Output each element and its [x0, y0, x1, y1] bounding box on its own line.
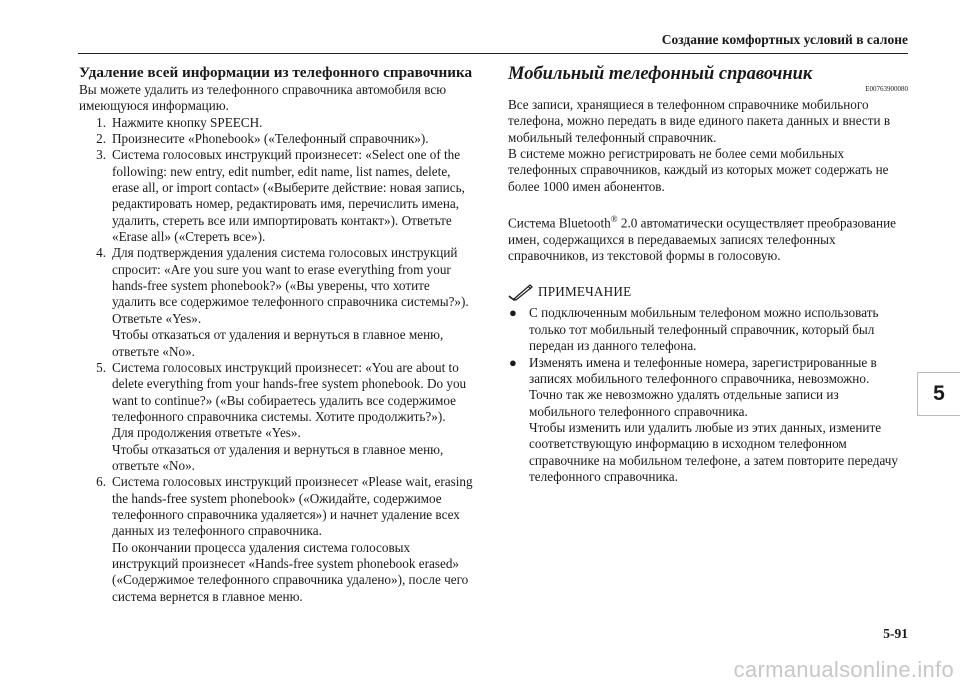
step-text: Система голосовых инструкций произнесет: «You are about to delete everything from your hands-free system phonebook. Do you want to continue?» («Вы собираетесь удалить все содержимое телефонного справочника системы. Хотите продолжить?»).	[112, 359, 467, 424]
header-divider	[78, 53, 908, 54]
step-text: Система голосовых инструкций произнесет: «Select one of the following: new entry, edit number, edit name, list names, delete, erase all, or import contact» («Выберите действие: новая запись, редактировать номер, редактировать имя, перечислить имена, удалить, стереть все или импортировать контакт»). Ответьте «Erase all» («Стереть все»).	[112, 147, 465, 245]
right-column	[508, 64, 908, 485]
note-header	[508, 283, 908, 301]
watermark: carmanualsonline.info	[733, 657, 954, 682]
steps-list	[79, 115, 476, 605]
bullet-dot-icon: ●	[509, 305, 517, 321]
step-number: 6.	[96, 474, 106, 490]
step-text: Для подтверждения удаления система голосовых инструкций спросит: «Are you sure you want to erase everything from your hands-free system phonebook?» («Вы уверены, что хотите удалить все содержимое телефонного справочника системы?»). Ответьте «Yes».	[112, 245, 469, 326]
step-item	[79, 360, 476, 474]
bullet-text: Чтобы изменить или удалить любые из этих данных, измените соответствующую информацию в исходном телефонном справочнике на мобильном телефоне, а затем повторите передачу телефонного справочника.	[529, 419, 898, 484]
bullet-text: Изменять имена и телефонные номера, зарегистрированные в записях мобильного телефонного справочника, невозможно.	[529, 354, 877, 386]
step-text: Произнесите «Phonebook» («Телефонный справочник»).	[112, 131, 429, 147]
registered-mark: ®	[610, 214, 618, 225]
step-item	[79, 245, 476, 359]
left-column	[79, 64, 476, 605]
paragraph-limit: В системе можно регистрировать не более семи мобильных телефонных справочников, каждый из которых может содержать не более 1000 имен абонентов.	[508, 146, 889, 194]
chapter-tab: 5	[918, 373, 960, 415]
step-text: Чтобы отказаться от удаления и вернуться в главное меню, ответьте «No».	[112, 327, 444, 359]
pencil-note-icon	[508, 283, 534, 301]
page-number: 5-91	[883, 626, 908, 641]
note-bullet	[508, 305, 908, 354]
note-bullet	[508, 355, 908, 486]
note-label: ПРИМЕЧАНИЕ	[538, 284, 632, 300]
step-text: Для продолжения ответьте «Yes».	[112, 425, 301, 441]
bullet-dot-icon: ●	[509, 354, 517, 370]
section-heading-mobile-phonebook: Мобильный телефонный справочник	[508, 64, 813, 84]
note-bullets	[508, 305, 908, 485]
step-number: 5.	[96, 359, 106, 375]
intro-paragraph: Вы можете удалить из телефонного справочника автомобиля всю имеющуюся информацию.	[79, 82, 447, 114]
step-item	[79, 131, 476, 147]
step-text: Нажмите кнопку SPEECH.	[112, 114, 263, 130]
step-number: 4.	[96, 245, 106, 261]
step-text: Чтобы отказаться от удаления и вернуться в главное меню, ответьте «No».	[112, 441, 444, 473]
running-header: Создание комфортных условий в салоне	[661, 32, 908, 47]
document-code: E00763900080	[865, 85, 908, 93]
step-text: Система голосовых инструкций произнесет «Please wait, erasing the hands-free system phonebook» («Ожидайте, содержимое телефонного справочника удаляется») и начнет удаление всех данных из телефонного справочника.	[112, 474, 473, 539]
step-number: 1.	[96, 114, 106, 130]
step-number: 2.	[96, 131, 106, 147]
step-item	[79, 115, 476, 131]
paragraph-bluetooth: Система Bluetooth® 2.0 автоматически осуществляет преобразование имен, содержащихся в передаваемых записях телефонных справочников, из текстовой формы в голосовую.	[508, 214, 896, 264]
step-number: 3.	[96, 147, 106, 163]
step-text: По окончании процесса удаления система голосовых инструкций произнесет «Hands-free system phonebook erased» («Содержимое телефонного справочника удалено»), после чего система вернется в главное меню.	[112, 539, 469, 604]
step-item	[79, 474, 476, 605]
section-heading-delete-all: Удаление всей информации из телефонного справочника	[79, 64, 473, 81]
step-item	[79, 147, 476, 245]
bullet-text: С подключенным мобильным телефоном можно использовать только тот мобильный телефонный справочник, который был передан из данного телефона.	[529, 305, 879, 354]
bullet-text: Точно так же невозможно удалять отдельные записи из мобильного телефонного справочника.	[529, 387, 839, 419]
paragraph-transfer: Все записи, хранящиеся в телефонном справочнике мобильного телефона, можно передать в виде единого пакета данных и внести в мобильный телефонный справочник.	[508, 97, 891, 145]
